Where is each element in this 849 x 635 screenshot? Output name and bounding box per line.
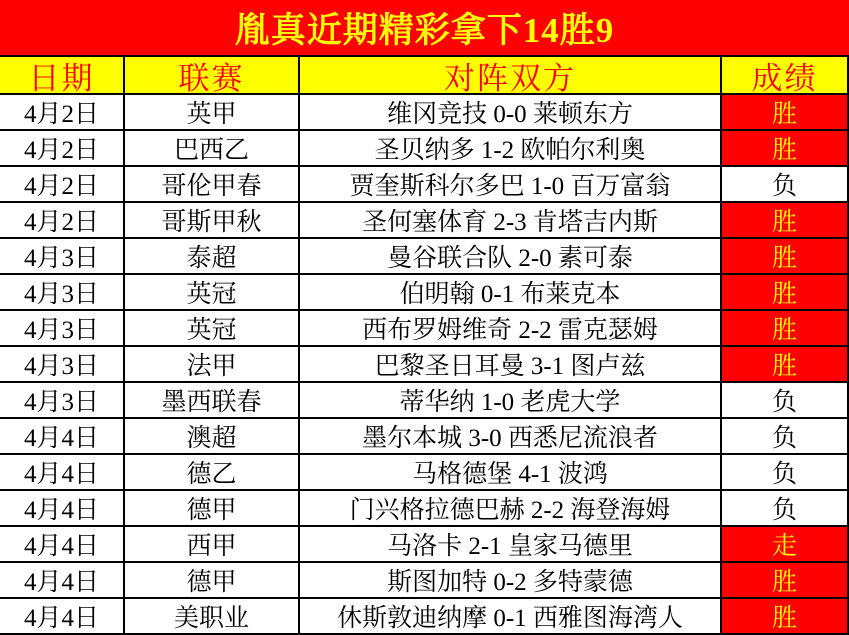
table-row-3-date: 4月2日 bbox=[0, 203, 125, 239]
table-row-6-result: 胜 bbox=[722, 311, 849, 347]
table-row-10-league: 德乙 bbox=[125, 455, 300, 491]
column-header-date: 日期 bbox=[0, 57, 125, 95]
table-row-12-match: 马洛卡 2-1 皇家马德里 bbox=[300, 527, 722, 563]
table-row-6-date: 4月3日 bbox=[0, 311, 125, 347]
table-row-14-league: 美职业 bbox=[125, 599, 300, 635]
table-row-4-date: 4月3日 bbox=[0, 239, 125, 275]
table-row-11-result: 负 bbox=[722, 491, 849, 527]
table-row-8-result: 负 bbox=[722, 383, 849, 419]
table-row-9-league: 澳超 bbox=[125, 419, 300, 455]
table-row-4-league: 泰超 bbox=[125, 239, 300, 275]
table-row-12-result: 走 bbox=[722, 527, 849, 563]
table-row-12-date: 4月4日 bbox=[0, 527, 125, 563]
table-row-7-result: 胜 bbox=[722, 347, 849, 383]
table-row-1-league: 巴西乙 bbox=[125, 131, 300, 167]
table-row-11-match: 门兴格拉德巴赫 2-2 海登海姆 bbox=[300, 491, 722, 527]
table-row-5-result: 胜 bbox=[722, 275, 849, 311]
table-row-4-result: 胜 bbox=[722, 239, 849, 275]
table-row-0-match: 维冈竞技 0-0 莱顿东方 bbox=[300, 95, 722, 131]
table-row-1-date: 4月2日 bbox=[0, 131, 125, 167]
table-row-2-match: 贾奎斯科尔多巴 1-0 百万富翁 bbox=[300, 167, 722, 203]
table-row-14-match: 休斯敦迪纳摩 0-1 西雅图海湾人 bbox=[300, 599, 722, 635]
table-row-5-date: 4月3日 bbox=[0, 275, 125, 311]
table-row-13-result: 胜 bbox=[722, 563, 849, 599]
table-row-12-league: 西甲 bbox=[125, 527, 300, 563]
table-row-11-date: 4月4日 bbox=[0, 491, 125, 527]
table-row-9-result: 负 bbox=[722, 419, 849, 455]
table-row-3-match: 圣何塞体育 2-3 肯塔吉内斯 bbox=[300, 203, 722, 239]
page-title: 胤真近期精彩拿下14胜9 bbox=[0, 0, 849, 57]
table-row-10-match: 马格德堡 4-1 波鸿 bbox=[300, 455, 722, 491]
table-row-2-date: 4月2日 bbox=[0, 167, 125, 203]
table-row-9-match: 墨尔本城 3-0 西悉尼流浪者 bbox=[300, 419, 722, 455]
table-row-6-match: 西布罗姆维奇 2-2 雷克瑟姆 bbox=[300, 311, 722, 347]
table-row-11-league: 德甲 bbox=[125, 491, 300, 527]
table-row-5-match: 伯明翰 0-1 布莱克本 bbox=[300, 275, 722, 311]
table-row-1-result: 胜 bbox=[722, 131, 849, 167]
table-row-0-date: 4月2日 bbox=[0, 95, 125, 131]
column-header-league: 联赛 bbox=[125, 57, 300, 95]
table-row-6-league: 英冠 bbox=[125, 311, 300, 347]
table-row-14-result: 胜 bbox=[722, 599, 849, 635]
table-row-7-match: 巴黎圣日耳曼 3-1 图卢兹 bbox=[300, 347, 722, 383]
column-header-match: 对阵双方 bbox=[300, 57, 722, 95]
table-row-8-date: 4月3日 bbox=[0, 383, 125, 419]
table-row-9-date: 4月4日 bbox=[0, 419, 125, 455]
table-row-2-league: 哥伦甲春 bbox=[125, 167, 300, 203]
table-row-8-match: 蒂华纳 1-0 老虎大学 bbox=[300, 383, 722, 419]
table-row-1-match: 圣贝纳多 1-2 欧帕尔利奥 bbox=[300, 131, 722, 167]
table-row-2-result: 负 bbox=[722, 167, 849, 203]
table-row-3-league: 哥斯甲秋 bbox=[125, 203, 300, 239]
table-row-10-result: 负 bbox=[722, 455, 849, 491]
table-row-13-date: 4月4日 bbox=[0, 563, 125, 599]
table-body bbox=[0, 95, 849, 635]
table-row-4-match: 曼谷联合队 2-0 素可泰 bbox=[300, 239, 722, 275]
table-row-3-result: 胜 bbox=[722, 203, 849, 239]
table-row-5-league: 英冠 bbox=[125, 275, 300, 311]
table-row-13-match: 斯图加特 0-2 多特蒙德 bbox=[300, 563, 722, 599]
column-header-result: 成绩 bbox=[722, 57, 849, 95]
table-row-13-league: 德甲 bbox=[125, 563, 300, 599]
table-row-14-date: 4月4日 bbox=[0, 599, 125, 635]
table-row-7-league: 法甲 bbox=[125, 347, 300, 383]
table-row-10-date: 4月4日 bbox=[0, 455, 125, 491]
table-row-8-league: 墨西联春 bbox=[125, 383, 300, 419]
table-row-0-league: 英甲 bbox=[125, 95, 300, 131]
table-row-0-result: 胜 bbox=[722, 95, 849, 131]
results-table bbox=[0, 57, 849, 95]
table-row-7-date: 4月3日 bbox=[0, 347, 125, 383]
